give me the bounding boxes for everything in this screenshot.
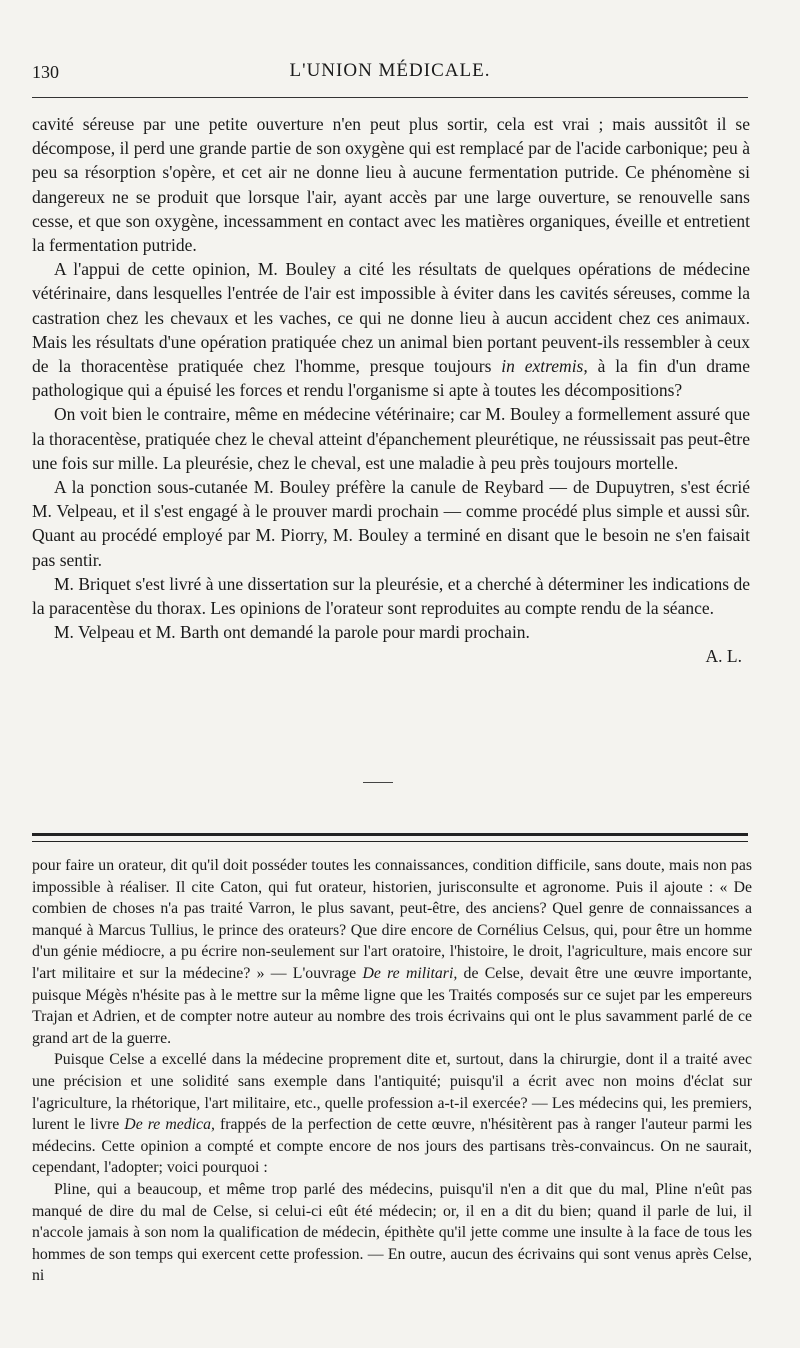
paragraph-2 [32, 257, 750, 402]
feuilleton [32, 855, 752, 1287]
feuilleton-paragraph-3: Pline, qui a beaucoup, et même trop parlé des médecins, puisqu'il n'en a dit que du mal, Pline n'eût pas manqué de dire du mal de Celse, si celui-ci eût été médecin; or, il en a dit du bien; quand il parle de lui, il n'accole jamais à son nom la qualification de médecin, épithète qu'il jette comme une insulte à la face de tous les hommes de son temps qui exercent cette profession. — En outre, aucun des écrivains qui sont venus après Celse, ni [32, 1180, 752, 1285]
signature: A. L. [705, 646, 742, 667]
feuilleton-p2-start: Puisque Celse a excellé dans la médecine proprement dite et, surtout, dans la chirurgie, dont il a traité avec une précision et une solidité sans exemple dans l'antiquité; puisqu'il a écrit avec non moins d'éclat sur l'agriculture, la rhétorique, l'art militaire, etc., quelle profession a-t-il exercée? — Les médecins qui, les premiers, lurent le livre [32, 1051, 752, 1134]
feuilleton-p1-end: de Celse, devait être une œuvre importante, puisque Mégès n'hésite pas à le mettre sur la même ligne que les Traités composés sur ce sujet par les empereurs Trajan et Adrien, et de compter notre auteur au nombre des trois écrivains qui ont le plus savamment parlé de ce grand art de la guerre. [32, 964, 752, 1047]
feuilleton-p1-italic: De re militari, [362, 964, 458, 982]
paragraph-2-end: à la fin d'un drame pathologique qui a épuisé les forces et rendu l'organisme si apte à toutes les décompositions? [32, 356, 750, 401]
paragraph-4: A la ponction sous-cutanée M. Bouley préfère la canule de Reybard — de Dupuytren, s'est écrié M. Velpeau, et il s'est engagé à le prouver mardi prochain — comme procédé plus simple et aussi sûr. Quant au procédé employé par M. Piorry, M. Bouley a terminé en disant que le besoin ne s'en faisait pas sentir. [32, 477, 750, 570]
paragraph-6: M. Velpeau et M. Barth ont demandé la parole pour mardi prochain. [54, 622, 530, 643]
paragraph-3: On voit bien le contraire, même en médecine vétérinaire; car M. Bouley a formellement assuré que la thoracentèse, pratiquée chez le cheval atteint d'épanchement pleurétique, ne réussissait pas peut-être une fois sur mille. La pleurésie, chez le cheval, est une maladie à peu près toujours mortelle. [32, 404, 750, 473]
page-number: 130 [32, 62, 59, 82]
paragraph-2-start: A l'appui de cette opinion, M. Bouley a cité les résultats de quelques opérations de médecine vétérinaire, dans lesquelles l'entrée de l'air est impossible à éviter dans les cavités séreuses, comme la castration chez les chevaux et les vaches, ce qui ne donne lieu à aucun accident chez ces animaux. Mais les résultats d'une opération pratiquée chez un animal bien portant peuvent-ils ressembler à ceux de la thoracentèse pratiquée chez l'homme, presque toujours [32, 259, 750, 377]
paragraph-1: cavité séreuse par une petite ouverture n'en peut plus sortir, cela est vrai ; mais aussitôt il se décompose, il perd une grande partie de son oxygène qui est remplacé par de l'acide carbonique; peu à peu sa résorption s'opère, et cet air ne donne lieu à aucune fermentation putride. Ce phénomène si dangereux ne se produit que lorsque l'air, ayant accès par une large ouverture, se renouvelle sans cesse, et que son oxygène, incessamment en contact avec les matières organiques, éveille et entretient la fermentation putride. [32, 114, 750, 256]
short-divider [363, 782, 393, 783]
feuilleton-divider [32, 833, 748, 842]
journal-title: L'UNION MÉDICALE. [289, 60, 491, 81]
feuilleton-paragraph-1 [32, 855, 752, 1049]
paragraph-2-italic: in extremis, [501, 356, 588, 377]
feuilleton-p1-start: pour faire un orateur, dit qu'il doit posséder toutes les connaissances, condition difficile, sans doute, mais non pas impossible à réaliser. Il cite Caton, qui fut orateur, historien, jurisconsulte et agronome. Puis il ajoute : « De combien de choses n'a pas traité Varron, le plus savant, peut-être, des anciens? Quel genre de connaissances a manqué à Marcus Tullius, le prince des orateurs? Que dire encore de Cornélius Celsus, qui, pour être un homme d'un génie médiocre, a pu écrire non-seulement sur l'art oratoire, l'histoire, le droit, l'agriculture, mais encore sur l'art militaire et sur la médecine? » — L'ouvrage [32, 857, 752, 982]
header-rule [32, 97, 748, 98]
main-article [32, 112, 750, 668]
feuilleton-p2-italic: De re medica, [124, 1116, 215, 1134]
feuilleton-paragraph-2 [32, 1049, 752, 1179]
paragraph-5: M. Briquet s'est livré à une dissertation sur la pleurésie, et a cherché à déterminer les indications de la paracentèse du thorax. Les opinions de l'orateur sont reproduites au compte rendu de la séance. [32, 573, 750, 619]
running-head [32, 60, 748, 90]
feuilleton-p2-end: frappés de la perfection de cette œuvre, n'hésitèrent pas à ranger l'auteur parmi les médecins. Cette opinion a compté et compte encore de nos jours des partisans très-convaincus. On ne saurait, cependant, l'adopter; voici pourquoi : [32, 1116, 752, 1177]
